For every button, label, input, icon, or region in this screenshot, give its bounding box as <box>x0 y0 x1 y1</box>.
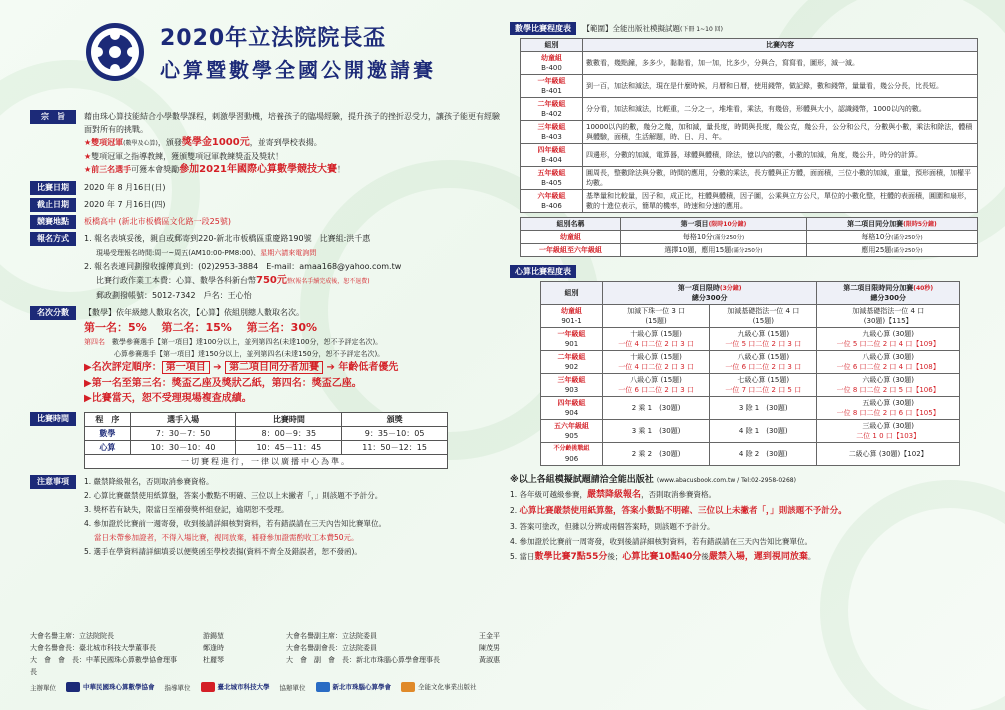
math-level-table <box>520 38 978 213</box>
date-label: 比賽日期 <box>30 181 76 195</box>
rule-3: 3. 答案可塗改，但雜以分辨或兩個答案時，則該題不予計分。 <box>510 522 715 531</box>
schedule-header: 比賽時間 <box>236 413 342 427</box>
note-5: 5. 選手在學資料請詳細填妥以便獎函至學校表揚(資料不齊全及錯誤者，恕不發函)。 <box>84 547 362 556</box>
header <box>30 12 500 92</box>
ranking-prizes: 第一名：5% 第二名：15% 第三名：30% <box>84 321 317 334</box>
purpose-text: 藉由珠心算技能結合小學數學課程，刺激學習動機，培養孩子的臨場經驗，提升孩子的挫折忍受力，讓孩子能更有經驗面對所有的挑戰。 <box>84 112 500 134</box>
table-row: 一年級組至六年級組 選擇10題，應用15題(滿分250分) 應用25題(滿分250分) <box>521 244 978 257</box>
sponsor-label: 協辦單位 <box>279 683 306 692</box>
table-header: 組別 <box>521 39 583 52</box>
fourth-place-rule-2: 心算參賽選手【第一項目】達150分以上，並列第四名(未達150分，恕不予評定名次)。 <box>114 350 385 358</box>
table-header: 組別名稱 <box>521 218 621 231</box>
left-column <box>30 12 500 559</box>
note-4: 4. 參加證於比賽前一週寄發，收到後請詳細核對資料，若有錯誤請在三天內告知比賽單位。 <box>84 519 387 528</box>
bullet-2: ★雙項冠軍之指導教練，獲頒雙項冠軍教練獎盃及獎狀！ <box>84 152 284 161</box>
note-1: 1. 嚴禁降級報名，否則取消參賽資格。 <box>84 477 214 486</box>
sponsor-label: 主辦單位 <box>30 683 56 692</box>
committee-row: 大會名譽會長：臺北城市科技大學董事長 鄭逢時 大會名譽副會長：立法院委員 陳茂男 <box>30 644 500 652</box>
purpose-row <box>30 110 500 136</box>
deadline-row <box>30 198 500 212</box>
venue-label: 競賽地點 <box>30 215 76 229</box>
table-header: 第一項目限時(3分鐘) 總分300分 <box>603 282 817 305</box>
schedule-row <box>30 412 500 469</box>
table-row: 一年級組 B-401 到一百，加法和減法，現在是什麼時候，月曆和日曆，使用錢幣，做記錄，數和錢幣，量量看，幾公分長，比長短。 <box>521 75 978 98</box>
table-row: 三年級組 903 八級心算 (15題) 一位 6 口二位 2 口 3 口 七級心算 (15題) 一位 7 口二位 2 口 5 口 六級心算 (30題) 一位 8 口二位 2 口 5 口【106】 <box>541 374 960 397</box>
sponsor-bar <box>30 682 500 692</box>
math-section-header <box>510 22 980 35</box>
table-row: 二年級組 902 十級心算 (15題) 一位 4 口二位 2 口 3 口 八級心算 (15題) 一位 6 口二位 2 口 3 口 八級心算 (30題) 一位 6 口二位 2 口 4 口【108】 <box>541 351 960 374</box>
bullet-3: ★前三名選手可獲本會獎勵參加2021年國際心算數學競技大賽！ <box>84 164 346 175</box>
schedule-header: 程 序 <box>85 413 131 427</box>
rule-4: 4. 參加證於比賽前一周寄發，收到後請詳細核對資料，若有錯誤請在三天內告知比賽單位。 <box>510 537 813 546</box>
table-header: 第一項目(限時10分鐘) <box>621 218 807 231</box>
ranking-label: 名次分數 <box>30 306 76 320</box>
table-row: 四年級組 B-404 四邊形，分數的加減，電算器，球體與體積，除法，億以內的數，小數的加減，角度，幾公升，時分的計算。 <box>521 144 978 167</box>
sponsor-logo: 臺北城市科技大學 <box>201 682 270 692</box>
mental-section-tag: 心算比賽程度表 <box>510 265 576 278</box>
committee-row: 大會名譽主席：立法院院長 游錫堃 大會名譽副主席：立法院委員 王金平 <box>30 632 500 640</box>
signup-line-2: 現場受理報名時間:周一~周五(AM10:00-PM8:00)、星期六請來電詢問 <box>96 249 317 257</box>
math-section-tag: 數學比賽程度表 <box>510 22 576 35</box>
rule-2: 2. 心算比賽嚴禁使用紙算盤，答案小數點不明確、三位以上未撇者「，」則該題不予計分。 <box>510 506 847 516</box>
note-3: 3. 獎杯若有缺失，限當日至補發獎杯組登記，逾期恕不受理。 <box>84 505 289 514</box>
table-header: 第二項目限時同分加賽(40秒) 總分300分 <box>817 282 960 305</box>
table-row: 數學 7：30－7：50 8：00－9：35 9：35－10：05 <box>85 427 448 441</box>
schedule-table <box>84 412 448 469</box>
table-row: 六年級組 B-406 基準量和比較量，因子和，成正比，柱體與體積，因子圖，公乘與立方公尺，單位的小數化整，柱體的表面積，圓圍和扇形，數的十進位表示，簡單的機率，時速和分速的應用。 <box>521 190 978 213</box>
committee-footer <box>30 630 500 692</box>
date-row <box>30 181 500 195</box>
purpose-label: 宗 旨 <box>30 110 76 124</box>
sponsor-logo: 全能文化事業出版社 <box>401 682 477 692</box>
table-row: 心算 10：30－10：40 10：45－11：45 11：50－12：15 <box>85 441 448 455</box>
note-2: 2. 心算比賽嚴禁使用紙算盤，答案小數點不明確、三位以上未撇者「，」則該題不予計分。 <box>84 491 383 500</box>
table-row: 幼童組 B-400 數數看，幾點鐘，多多少，黏黏看，加一加，比多少，分與合，寫寫看，圖形，減一減。 <box>521 52 978 75</box>
table-header: 比賽內容 <box>583 39 978 52</box>
table-row: 五六年級組 905 3 乘 1 (30題) 4 除 1 (30題) 三級心算 (30題) 二位 1 0 口【103】 <box>541 420 960 443</box>
venue-value: 板橋高中 (新北市板橋區文化路一段25號) <box>84 217 231 226</box>
rule-5: 5. 當日數學比賽7點55分後；心算比賽10點40分後嚴禁入場，遲到視同放棄。 <box>510 552 816 562</box>
table-row: 四年級組 904 2 乘 1 (30題) 3 除 1 (30題) 五級心算 (30題) 一位 8 口二位 2 口 6 口【105】 <box>541 397 960 420</box>
date-value: 2020 年 8 月16日(日) <box>84 183 166 192</box>
association-logo-icon <box>84 21 146 83</box>
math-scope: 【範圍】全能出版社模擬試題 <box>582 24 681 33</box>
venue-row <box>30 215 500 229</box>
table-row: 一年級組 901 十級心算 (15題) 一位 4 口二位 2 口 3 口 九級心算 (15題) 一位 5 口二位 2 口 3 口 九級心算 (30題) 一位 5 口二位 2 口 4 口【109】 <box>541 328 960 351</box>
sponsor-label: 指導單位 <box>164 683 191 692</box>
mock-exam-note: ※以上各組模擬試題請洽全能出版社 (www.abacusbook.com.tw / Tel:02-2958-0268) <box>510 475 796 485</box>
sponsor-logo: 新北市珠腦心算學會 <box>316 682 392 692</box>
right-column <box>510 22 980 565</box>
mental-level-table <box>540 281 960 466</box>
math-bonus-table <box>520 217 978 257</box>
signup-row <box>30 232 500 303</box>
schedule-header: 頒獎 <box>342 413 448 427</box>
table-row: 二年級組 B-402 分分看，加法和減法，比輕重，二分之一，堆堆看，乘法，有幾倍，形體與大小，認識錢幣，1000以內的數。 <box>521 98 978 121</box>
ranking-intro: 【數學】依年級總人數取名次，【心算】依組別總人數取名次。 <box>84 308 304 317</box>
table-header: 第二項目同分加賽(限時5分鐘) <box>806 218 977 231</box>
notes-row <box>30 475 500 559</box>
deadline-label: 截止日期 <box>30 198 76 212</box>
award-rule: ▶第一名至第三名：獎盃乙座及獎狀乙紙，第四名：獎盃乙座。 <box>84 378 362 389</box>
table-header: 組別 <box>541 282 603 305</box>
sponsor-logo: 中華民國珠心算數學協會 <box>66 682 155 692</box>
math-scope-note: (下冊 1~10 回) <box>680 26 724 33</box>
onsite-rule: ▶比賽當天，恕不受理現場複查成績。 <box>84 393 252 404</box>
table-row: 五年級組 B-405 圓周長，整數除法與分數，時間的應用，分數的乘法，長方體與正方體，面面積，三位小數的加減，重量，預形面積，加權平均數。 <box>521 167 978 190</box>
ranking-order: ▶名次評定順序： 第一項目 ➔ 第二項目同分者加賽 ➔ 年齡低者優先 <box>84 362 399 373</box>
table-row: 不分齡挑戰組 906 2 乘 2 (30題) 4 除 2 (30題) 二級心算 (30題)【102】 <box>541 443 960 466</box>
fourth-place-rule-1: 第四名 數學參賽選手【第一項目】達100分以上，並列第四名(未達100分，恕不予評定名次)。 <box>84 338 383 346</box>
ranking-row <box>30 306 500 320</box>
signup-line-3: 2. 報名表連同劃撥收據傳真到：(02)2953-3884 E-mail：amaa168@yahoo.com.tw <box>84 262 402 271</box>
committee-row: 大 會 會 長：中華民國珠心算數學協會理事長 杜麗琴 大 會 副 會 長：新北市珠腦心算學會理事長 黃淑惠 <box>30 656 500 676</box>
signup-line-1: 1. 報名表填妥後，親自或郵寄到220-新北市板橋區重慶路190號 比賽組:洪千惠 <box>84 234 371 243</box>
schedule-label: 比賽時間 <box>30 412 76 426</box>
signup-line-4: 比賽行政作業工本費：心算、數學各科新台幣750元整(報名手續完成後，恕不退費) <box>96 275 370 286</box>
mental-section-header <box>510 265 980 278</box>
bullet-1: ★雙項冠軍(數學及心算)，頒發獎學金1000元，並寄到學校表揚。 <box>84 137 322 148</box>
table-row: 幼童組 每格10分(滿分250分) 每格10分(滿分250分) <box>521 231 978 244</box>
note-redline: 當日未帶參加證者，不得入場比賽，視同放棄，補發參加證需酌收工本費50元。 <box>94 533 359 542</box>
deadline-value: 2020 年 7 月16日(四) <box>84 200 166 209</box>
rule-1: 1. 各年級可越級參賽，嚴禁降級報名，否則取消參賽資格。 <box>510 490 717 500</box>
schedule-header: 選手入場 <box>130 413 236 427</box>
table-row: 幼童組 901-1 加減下珠一位 3 口 (15題) 加減基礎指法一位 4 口 (15題) 加減基礎指法一位 4 口 (30題)【115】 <box>541 305 960 328</box>
signup-label: 報名方式 <box>30 232 76 246</box>
page-title: 2020年立法院院長盃 <box>160 26 387 51</box>
signup-line-5: 郵政劃撥帳號：5012-7342 戶名：王心怡 <box>96 291 252 300</box>
table-row: 三年級組 B-403 10000以內的數，幾分之幾，加和減，量長度，時間與長度，幾公克，幾公升，公分和公尺，分數與小數，乘法和除法，體積與體驗，面積，生活解題，時、日、月、年。 <box>521 121 978 144</box>
page-subtitle: 心算暨數學全國公開邀請賽 <box>160 58 436 82</box>
notes-label: 注意事項 <box>30 475 76 489</box>
schedule-footer: 一切賽程進行，一律以廣播中心為準。 <box>85 455 448 469</box>
